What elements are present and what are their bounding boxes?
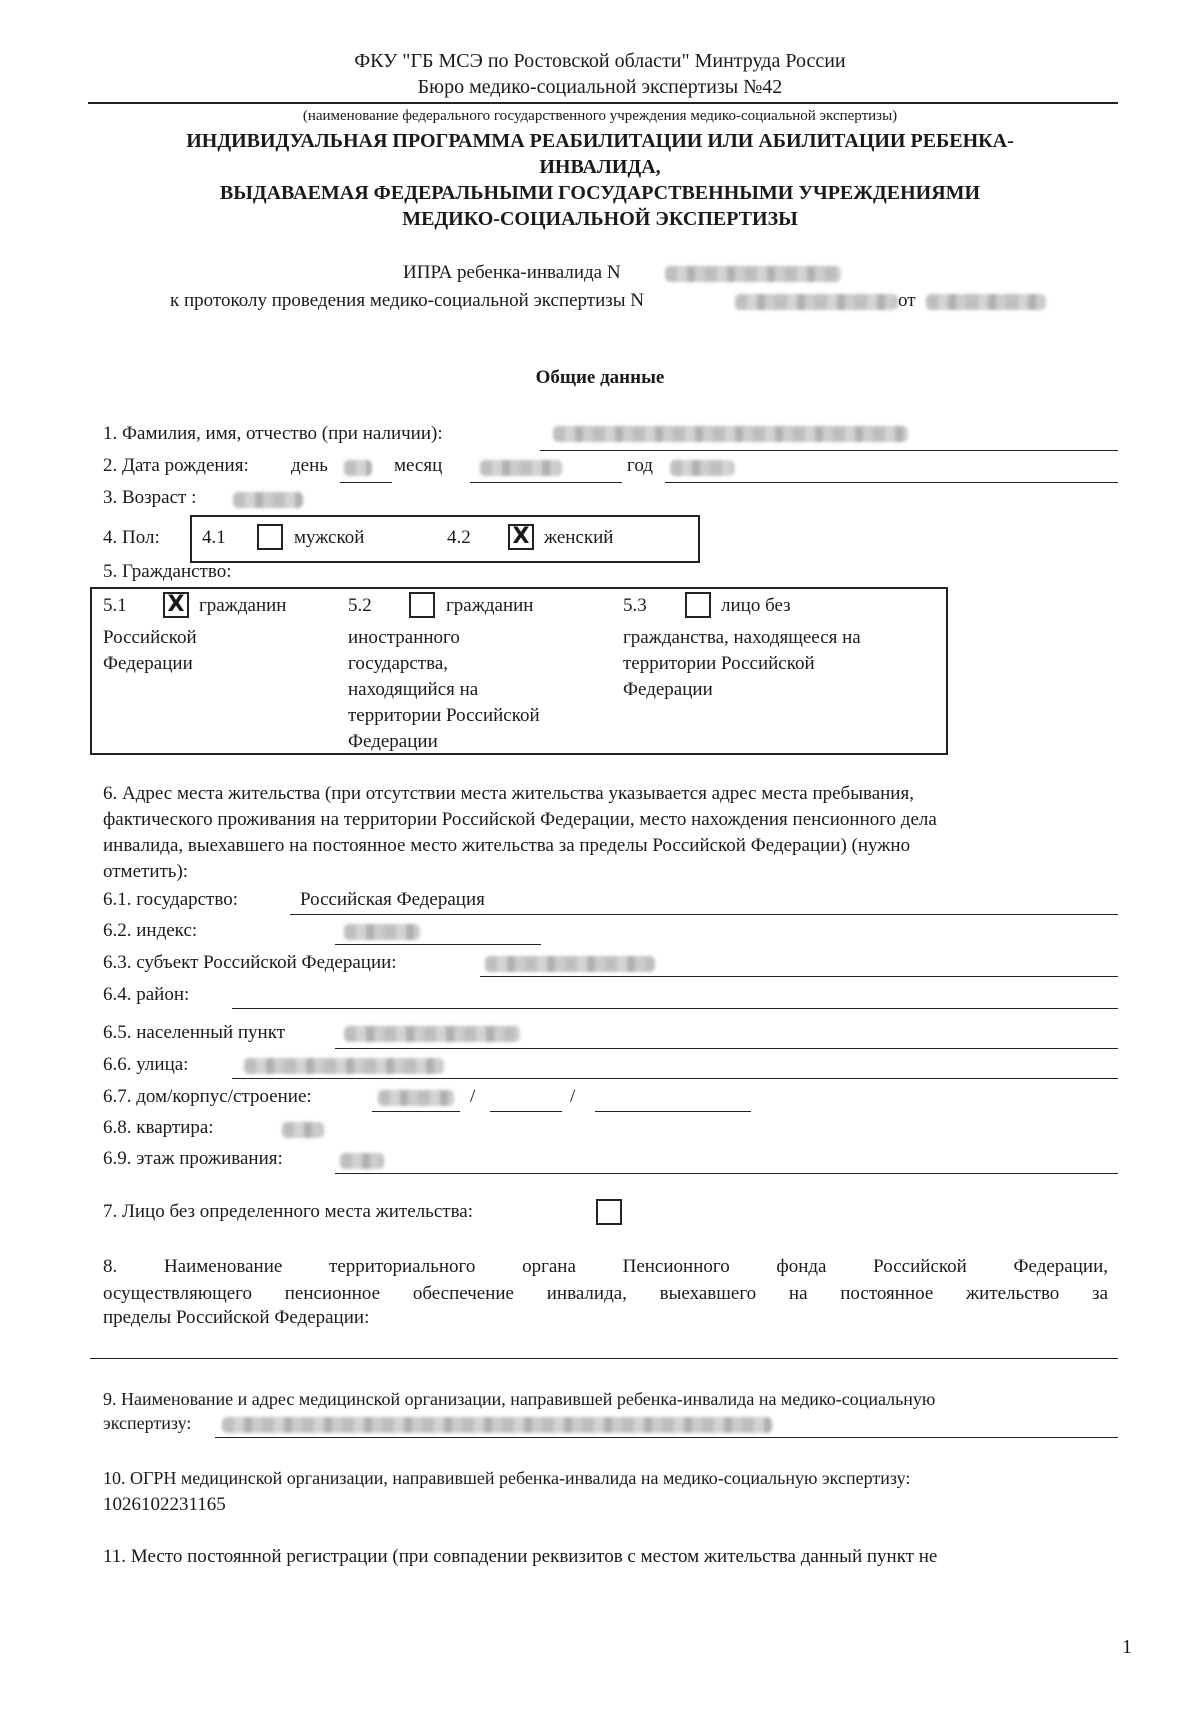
citizenship-rf-label: гражданин [199,595,287,616]
field-6-4-label: 6.4. район: [103,984,190,1005]
floor-redacted [340,1153,384,1169]
medical-org-redacted [222,1417,772,1433]
house-line [372,1111,460,1112]
district-line [232,1008,1118,1009]
citizenship-rf-text-2: Федерации [103,653,193,674]
field-6-8-label: 6.8. квартира: [103,1117,214,1138]
field-10-text-1: 10. ОГРН медицинской организации, направившей ребенка-инвалида на медико-социальную экспертизу: [103,1468,911,1488]
region-line [480,976,1118,977]
org-name-line2: Бюро медико-социальной экспертизы №42 [417,76,783,98]
doc-title-line4: МЕДИКО-СОЦИАЛЬНОЙ ЭКСПЕРТИЗЫ [402,208,798,230]
stateless-label: лицо без [721,595,791,616]
ipra-number-label: ИПРА ребенка-инвалида N [403,262,621,283]
birth-day-redacted [344,460,372,476]
field-6-3-label: 6.3. субъект Российской Федерации: [103,952,397,973]
field-6-text-3: инвалида, выехавшего на постоянное место жительства за пределы Российской Федерации) (нужно [103,835,911,856]
birth-month-line [470,482,622,483]
citizenship-rf-checkbox[interactable]: X [163,592,189,618]
birth-month-label: месяц [394,455,443,476]
field-6-7-label: 6.7. дом/корпус/строение: [103,1086,312,1107]
birth-year-label: год [627,455,653,476]
postcode-redacted [344,924,420,940]
doc-title-line1: ИНДИВИДУАЛЬНАЯ ПРОГРАММА РЕАБИЛИТАЦИИ ИЛИ АБИЛИТАЦИИ РЕБЕНКА- [186,130,1014,152]
field-8-text-2: осуществляющего пенсионное обеспечение инвалида, выехавшего на постоянное жительство за [103,1283,1108,1304]
full-name-line [540,450,1118,451]
medical-org-line [215,1437,1118,1438]
birth-month-redacted [480,460,562,476]
page-number: 1 [1122,1636,1132,1658]
field-6-1-label: 6.1. государство: [103,889,238,910]
gender-female-number: 4.2 [447,527,471,548]
org-caption: (наименование федерального государственного учреждения медико-социальной экспертизы) [302,108,898,124]
gender-female-checkbox[interactable]: X [508,524,534,550]
field-6-2-label: 6.2. индекс: [103,920,198,941]
field-9-text-2: экспертизу: [103,1413,192,1433]
region-redacted [485,956,655,972]
field-6-text-2: фактического проживания на территории Российской Федерации, место нахождения пенсионного дела [103,809,937,830]
field-6-6-label: 6.6. улица: [103,1054,189,1075]
citizenship-foreign-checkbox[interactable] [409,592,435,618]
stateless-text-2: территории Российской [623,653,815,674]
full-name-redacted [553,426,908,442]
birth-day-label: день [291,455,328,476]
locality-line [335,1048,1118,1049]
homeless-checkbox[interactable] [596,1199,622,1225]
birth-day-line [340,482,392,483]
citizenship-foreign-text-2: государства, [348,653,449,674]
protocol-from-label: от [898,290,916,311]
house-redacted [378,1090,454,1106]
stateless-number: 5.3 [623,595,647,616]
field-6-text-1: 6. Адрес места жительства (при отсутствии места жительства указывается адрес места пребывания, [103,783,914,804]
doc-title-line2: ИНВАЛИДА, [539,156,661,178]
structure-line [595,1111,751,1112]
apartment-redacted [282,1122,324,1138]
house-separator-1: / [470,1086,476,1107]
doc-title-line3: ВЫДАВАЕМАЯ ФЕДЕРАЛЬНЫМИ ГОСУДАРСТВЕННЫМИ УЧРЕЖДЕНИЯМИ [219,182,981,204]
citizenship-rf-text-1: Российской [103,627,197,648]
birth-year-line [665,482,1118,483]
birth-year-redacted [670,460,734,476]
field-6-5-label: 6.5. населенный пункт [103,1022,286,1043]
country-line [290,914,1118,915]
gender-male-number: 4.1 [202,527,226,548]
ipra-number-redacted [665,266,841,282]
protocol-date-redacted [926,294,1046,310]
section-title: Общие данные [535,367,665,388]
street-redacted [244,1058,444,1074]
country-value: Российская Федерация [300,889,485,910]
gender-male-checkbox[interactable] [257,524,283,550]
citizenship-foreign-number: 5.2 [348,595,372,616]
protocol-number-redacted [735,294,898,310]
field-4-label: 4. Пол: [103,527,160,548]
field-3-label: 3. Возраст : [103,487,197,508]
gender-female-label: женский [544,527,614,548]
field-9-text-1: 9. Наименование и адрес медицинской организации, направившей ребенка-инвалида на медико-социальную [103,1389,936,1409]
stateless-checkbox[interactable] [685,592,711,618]
field-6-text-4: отметить): [103,861,189,882]
locality-redacted [344,1026,520,1042]
house-separator-2: / [570,1086,576,1107]
floor-line [335,1173,1118,1174]
field-8-text-3: пределы Российской Федерации: [103,1307,370,1328]
org-underline [88,102,1118,104]
field-2-label: 2. Дата рождения: [103,455,249,476]
street-line [232,1078,1118,1079]
citizenship-foreign-text-3: находящийся на [348,679,479,700]
citizenship-foreign-text-1: иностранного [348,627,460,648]
citizenship-foreign-label: гражданин [446,595,534,616]
field-1-label: 1. Фамилия, имя, отчество (при наличии): [103,423,443,444]
stateless-text-1: гражданства, находящееся на [623,627,861,648]
stateless-text-3: Федерации [623,679,713,700]
age-redacted [233,492,303,508]
citizenship-foreign-text-4: территории Российской [348,705,540,726]
building-line [490,1111,562,1112]
field-8-text-1: 8. Наименование территориального органа Пенсионного фонда Российской Федерации, [103,1256,1108,1277]
field-11-text-1: 11. Место постоянной регистрации (при совпадении реквизитов с местом жительства данный пункт не [103,1546,938,1567]
citizenship-foreign-text-5: Федерации [348,731,438,752]
pension-fund-line [90,1358,1118,1359]
field-7-label: 7. Лицо без определенного места жительства: [103,1201,474,1222]
protocol-label: к протоколу проведения медико-социальной экспертизы N [170,290,644,311]
field-5-label: 5. Гражданство: [103,561,232,582]
postcode-line [335,944,541,945]
citizenship-rf-number: 5.1 [103,595,127,616]
org-name-line1: ФКУ "ГБ МСЭ по Ростовской области" Минтруда России [354,50,846,72]
ogrn-value: 1026102231165 [103,1494,226,1515]
field-6-9-label: 6.9. этаж проживания: [103,1148,283,1169]
gender-male-label: мужской [294,527,365,548]
